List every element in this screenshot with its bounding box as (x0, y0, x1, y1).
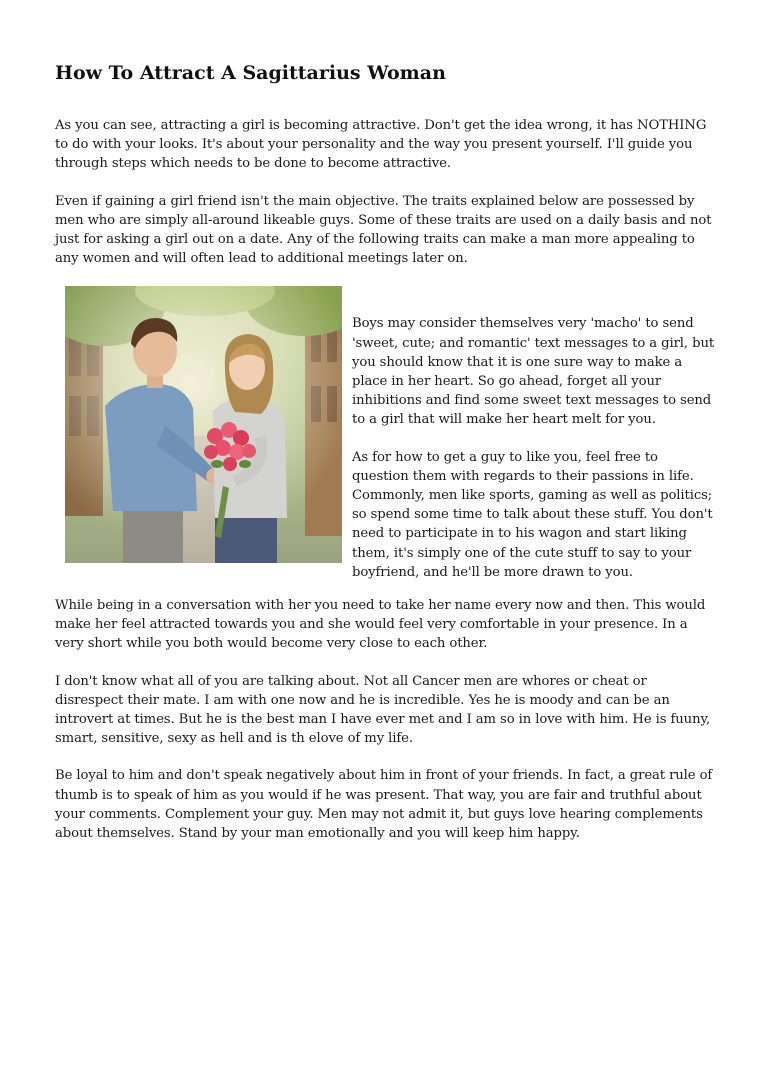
paragraph-4: I don't know what all of you are talking about. Not all Cancer men are whores or cheat or disrespect their mate. I am with one now and he is incredible. Yes he is moody and can be an introvert at times. But he is the best man I have ever met and I am so in love with him. He is fuuny, smart, sensitive, sexy as hell and is th elove of my life. (55, 673, 711, 747)
side-paragraph-1: Boys may consider themselves very 'macho' to send 'sweet, cute; and romantic' text messages to a girl, but you should know that it is one sure way to make a place in her heart. So go ahead, forget all your inhibitions and find some sweet text messages to send to a girl that will make her heart melt for you. (352, 316, 715, 428)
side-text-column (352, 286, 715, 582)
side-paragraph-2: As for how to get a guy to like you, feel free to question them with regards to their passions in life. Commonly, men like sports, gaming as well as politics; so spend some time to talk about these stuff. You don't need to participate in to his wagon and start liking them, it's simply one of the cute stuff to say to your boyfriend, and he'll be more drawn to you. (352, 449, 713, 580)
paragraph-5: Be loyal to him and don't speak negatively about him in front of your friends. In fact, a great rule of thumb is to speak of him as you would if he was present. That way, you are fair and truthful about your comments. Complement your guy. Men may not admit it, but guys love hearing complements about themselves. Stand by your man emotionally and you will keep him happy. (55, 768, 713, 842)
paragraph-2: Even if gaining a girl friend isn't the main objective. The traits explained below are possessed by men who are simply all-around likeable guys. Some of these traits are used on a daily basis and not just for asking a girl out on a date. Any of the following traits can make a man more appealing to any women and will often lead to additional meetings later on. (55, 193, 712, 267)
figure-with-text (55, 286, 715, 582)
paragraph-1: As you can see, attracting a girl is becoming attractive. Don't get the idea wrong, it has NOTHING to do with your looks. It's about your personality and the way you present yourself. I'll guide you through steps which needs to be done to become attractive. (55, 118, 707, 172)
paragraph-3: While being in a conversation with her you need to take her name every now and then. This would make her feel attracted towards you and she would feel very comfortable in your presence. In a very short while you both would become very close to each other. (55, 598, 706, 652)
page-title: How To Attract A Sagittarius Woman (55, 62, 446, 84)
document-page (55, 60, 715, 861)
couple-photo (65, 286, 342, 563)
